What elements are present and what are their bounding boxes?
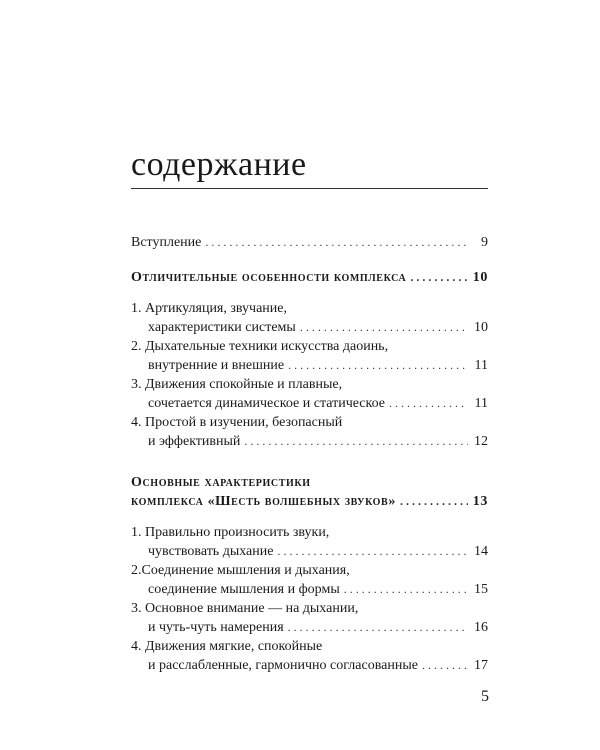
section-title: Отличительные особенности комплекса xyxy=(131,270,407,285)
toc-subentry[interactable] xyxy=(131,413,488,451)
page-number: 5 xyxy=(481,688,489,705)
subentry-line-1: 3. Движения спокойные и плавные, xyxy=(131,377,343,392)
section-page: 13 xyxy=(472,494,488,509)
table-of-contents xyxy=(131,233,488,675)
subentry-line-2: и чуть-чуть намерения xyxy=(148,620,284,635)
subentry-line-2: соединение мышления и формы xyxy=(148,582,340,597)
subentry-line-2: и эффективный xyxy=(148,434,241,449)
subentry-page: 10 xyxy=(474,320,488,335)
toc-subentry[interactable] xyxy=(131,523,488,561)
dot-leader xyxy=(288,356,468,375)
toc-subentry[interactable] xyxy=(131,599,488,637)
subentry-line-2: чувствовать дыхание xyxy=(148,544,274,559)
subentry-line-1: 1. Артикуляция, звучание, xyxy=(131,301,287,316)
toc-section-2[interactable] xyxy=(131,473,488,511)
subentry-page: 12 xyxy=(474,434,488,449)
subentry-page: 16 xyxy=(474,620,488,635)
dot-leader xyxy=(400,492,468,511)
section-page: 10 xyxy=(472,270,488,285)
dot-leader xyxy=(277,542,468,561)
toc-subentry[interactable] xyxy=(131,375,488,413)
subentry-page: 11 xyxy=(474,358,488,373)
subentry-line-2: сочетается динамическое и статическое xyxy=(148,396,385,411)
toc-title: содержание xyxy=(131,146,307,183)
subentry-page: 15 xyxy=(474,582,488,597)
dot-leader xyxy=(422,656,468,675)
subentry-page: 17 xyxy=(474,658,488,673)
dot-leader xyxy=(205,233,468,252)
subentry-line-2: внутренние и внешние xyxy=(148,358,285,373)
dot-leader xyxy=(288,618,468,637)
dot-leader xyxy=(410,268,468,287)
subentry-line-1: 3. Основное внимание — на дыхании, xyxy=(131,601,359,616)
toc-entry-page: 9 xyxy=(481,235,488,250)
toc-entry-label: Вступление xyxy=(131,235,202,250)
toc-subentry[interactable] xyxy=(131,337,488,375)
toc-subentry[interactable] xyxy=(131,299,488,337)
dot-leader xyxy=(244,432,468,451)
dot-leader xyxy=(344,580,468,599)
toc-subentry[interactable] xyxy=(131,561,488,599)
subentry-line-1: 1. Правильно произносить звуки, xyxy=(131,525,330,540)
subentry-page: 11 xyxy=(474,396,488,411)
subentry-line-1: 2.Соединение мышления и дыхания, xyxy=(131,563,350,578)
subentry-line-1: 2. Дыхательные техники искусства даоинь, xyxy=(131,339,389,354)
subentry-line-2: характеристики системы xyxy=(148,320,296,335)
subentry-line-1: 4. Движения мягкие, спокойные xyxy=(131,639,323,654)
toc-subentry[interactable] xyxy=(131,637,488,675)
subentry-line-2: и расслабленные, гармонично согласованные xyxy=(148,658,418,673)
dot-leader xyxy=(300,318,468,337)
section-title-line-2: комплекса «Шесть волшебных звуков» xyxy=(131,494,396,509)
section-title-line-1: Основные характеристики xyxy=(131,475,311,490)
subentry-line-1: 4. Простой в изучении, безопасный xyxy=(131,415,343,430)
title-divider xyxy=(131,188,488,189)
dot-leader xyxy=(389,394,468,413)
toc-section-1[interactable] xyxy=(131,268,488,287)
subentry-page: 14 xyxy=(474,544,488,559)
toc-entry-intro[interactable] xyxy=(131,233,488,252)
